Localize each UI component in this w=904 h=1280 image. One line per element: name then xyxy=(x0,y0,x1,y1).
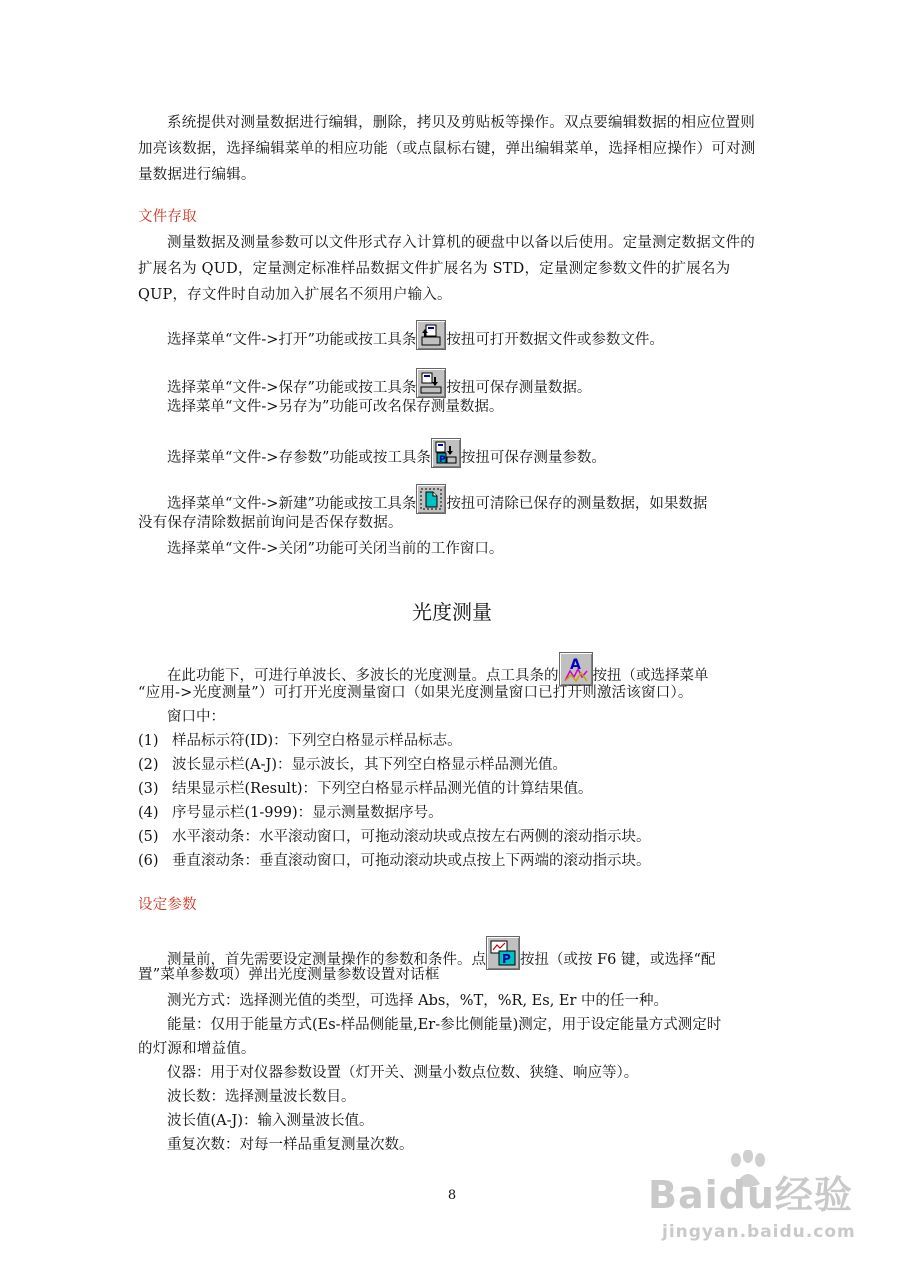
line-repeat: 重复次数：对每一样品重复测量次数。 xyxy=(167,1137,414,1153)
line-instrument: 仪器：用于对仪器参数设置（灯开关、测量小数点位数、狭缝、响应等）。 xyxy=(167,1065,639,1081)
list-text: 结果显示栏(Result)：下列空白格显示样品测光值的计算结果值。 xyxy=(172,781,593,797)
line-photo-cont: “应用->光度测量”）可打开光度测量窗口（如果光度测量窗口已打开则激活该窗口）。 xyxy=(138,685,693,701)
save-post-text: 按扭可保存测量数据。 xyxy=(446,380,592,396)
open-pre-text: 选择菜单“文件->打开”功能或按工具条 xyxy=(167,332,417,348)
setup-post-text: 按扭（或按 F6 键，或选择“配 xyxy=(520,952,716,968)
list-num: (6) xyxy=(138,853,159,869)
para-file: 测量数据及测量参数可以文件形式存入计算机的硬盘中以备以后使用。定量测定数据文件的扩展名为 QUD，定量测定标准样品数据文件扩展名为 STD，定量测定参数文件的扩展名为 QUP，存文件时自动加入扩展名不须用户输入。 xyxy=(138,235,755,303)
list-num: (2) xyxy=(138,757,159,773)
list-item xyxy=(138,824,651,850)
section-title: 光度测量 xyxy=(412,600,492,624)
line-param xyxy=(167,438,606,471)
watermark-url: jingyan.baidu.com xyxy=(662,1222,856,1242)
new-post-text: 按扭可清除已保存的测量数据，如果数据 xyxy=(446,496,708,512)
list-num: (5) xyxy=(138,829,159,845)
save-param-icon xyxy=(431,438,461,468)
list-item xyxy=(138,776,593,802)
line-wl-value: 波长值(A-J)：输入测量波长值。 xyxy=(167,1113,374,1129)
open-post-text: 按扭可打开数据文件或参数文件。 xyxy=(446,332,664,348)
watermark-logo: Baidu经验 xyxy=(648,1173,853,1217)
svg-text:A: A xyxy=(569,657,581,673)
photo-post-text: 按扭（或选择菜单 xyxy=(592,668,709,684)
line-wl-count: 波长数：选择测量波长数目。 xyxy=(167,1089,356,1105)
svg-text:P: P xyxy=(438,455,446,465)
list-text: 样品标示符(ID)：下列空白格显示样品标志。 xyxy=(172,733,462,749)
line-energy-1: 能量：仅用于能量方式(Es-样品侧能量,Er-参比侧能量)测定，用于设定能量方式测定时 xyxy=(167,1017,722,1033)
open-folder-icon xyxy=(416,320,446,350)
list-item xyxy=(138,728,462,754)
list-text: 序号显示栏(1-999)：显示测量数据序号。 xyxy=(172,805,443,821)
param-post-text: 按扭可保存测量参数。 xyxy=(460,450,606,466)
setup-pre-text: 测量前，首先需要设定测量操作的参数和条件。点 xyxy=(167,952,486,968)
line-new-cont: 没有保存清除数据前询问是否保存数据。 xyxy=(138,515,403,531)
list-num: (1) xyxy=(138,733,159,749)
list-item xyxy=(138,848,651,874)
watermark xyxy=(648,1150,878,1260)
save-pre-text: 选择菜单“文件->保存”功能或按工具条 xyxy=(167,380,417,396)
line-mode: 测光方式：选择测光值的类型，可选择 Abs，%T，%R, Es, Er 中的任一种。 xyxy=(167,993,669,1009)
line-close: 选择菜单“文件->关闭”功能可关闭当前的工作窗口。 xyxy=(167,541,504,557)
heading-param: 设定参数 xyxy=(138,897,197,913)
list-num: (4) xyxy=(138,805,159,821)
line-energy-2: 的灯源和增益值。 xyxy=(138,1041,256,1057)
line-open xyxy=(167,320,664,353)
list-item xyxy=(138,800,443,826)
list-text: 波长显示栏(A-J)：显示波长，其下列空白格显示样品测光值。 xyxy=(172,757,567,773)
svg-text:P: P xyxy=(502,952,511,966)
list-text: 垂直滚动条：垂直滚动窗口，可拖动滚动块或点按上下两端的滚动指示块。 xyxy=(172,853,651,869)
new-pre-text: 选择菜单“文件->新建”功能或按工具条 xyxy=(167,496,417,512)
window-label: 窗口中： xyxy=(167,709,225,725)
para-edit: 系统提供对测量数据进行编辑，删除，拷贝及剪贴板等操作。双点要编辑数据的相应位置则加亮该数据，选择编辑菜单的相应功能（或点鼠标右键，弹出编辑菜单，选择相应操作）可对测量数据进行编辑。 xyxy=(138,115,756,183)
line-saveas: 选择菜单“文件->另存为”功能可改名保存测量数据。 xyxy=(167,399,504,415)
param-pre-text: 选择菜单“文件->存参数”功能或按工具条 xyxy=(167,450,431,466)
heading-file: 文件存取 xyxy=(138,209,197,225)
list-num: (3) xyxy=(138,781,159,797)
photo-pre-text: 在此功能下，可进行单波长、多波长的光度测量。点工具条的 xyxy=(167,668,559,684)
page-number: 8 xyxy=(447,1188,457,1203)
list-text: 水平滚动条：水平滚动窗口，可拖动滚动块或点按左右两侧的滚动指示块。 xyxy=(172,829,651,845)
line-setup-cont: 置”菜单参数项）弹出光度测量参数设置对话框 xyxy=(138,967,440,983)
list-item xyxy=(138,752,567,778)
